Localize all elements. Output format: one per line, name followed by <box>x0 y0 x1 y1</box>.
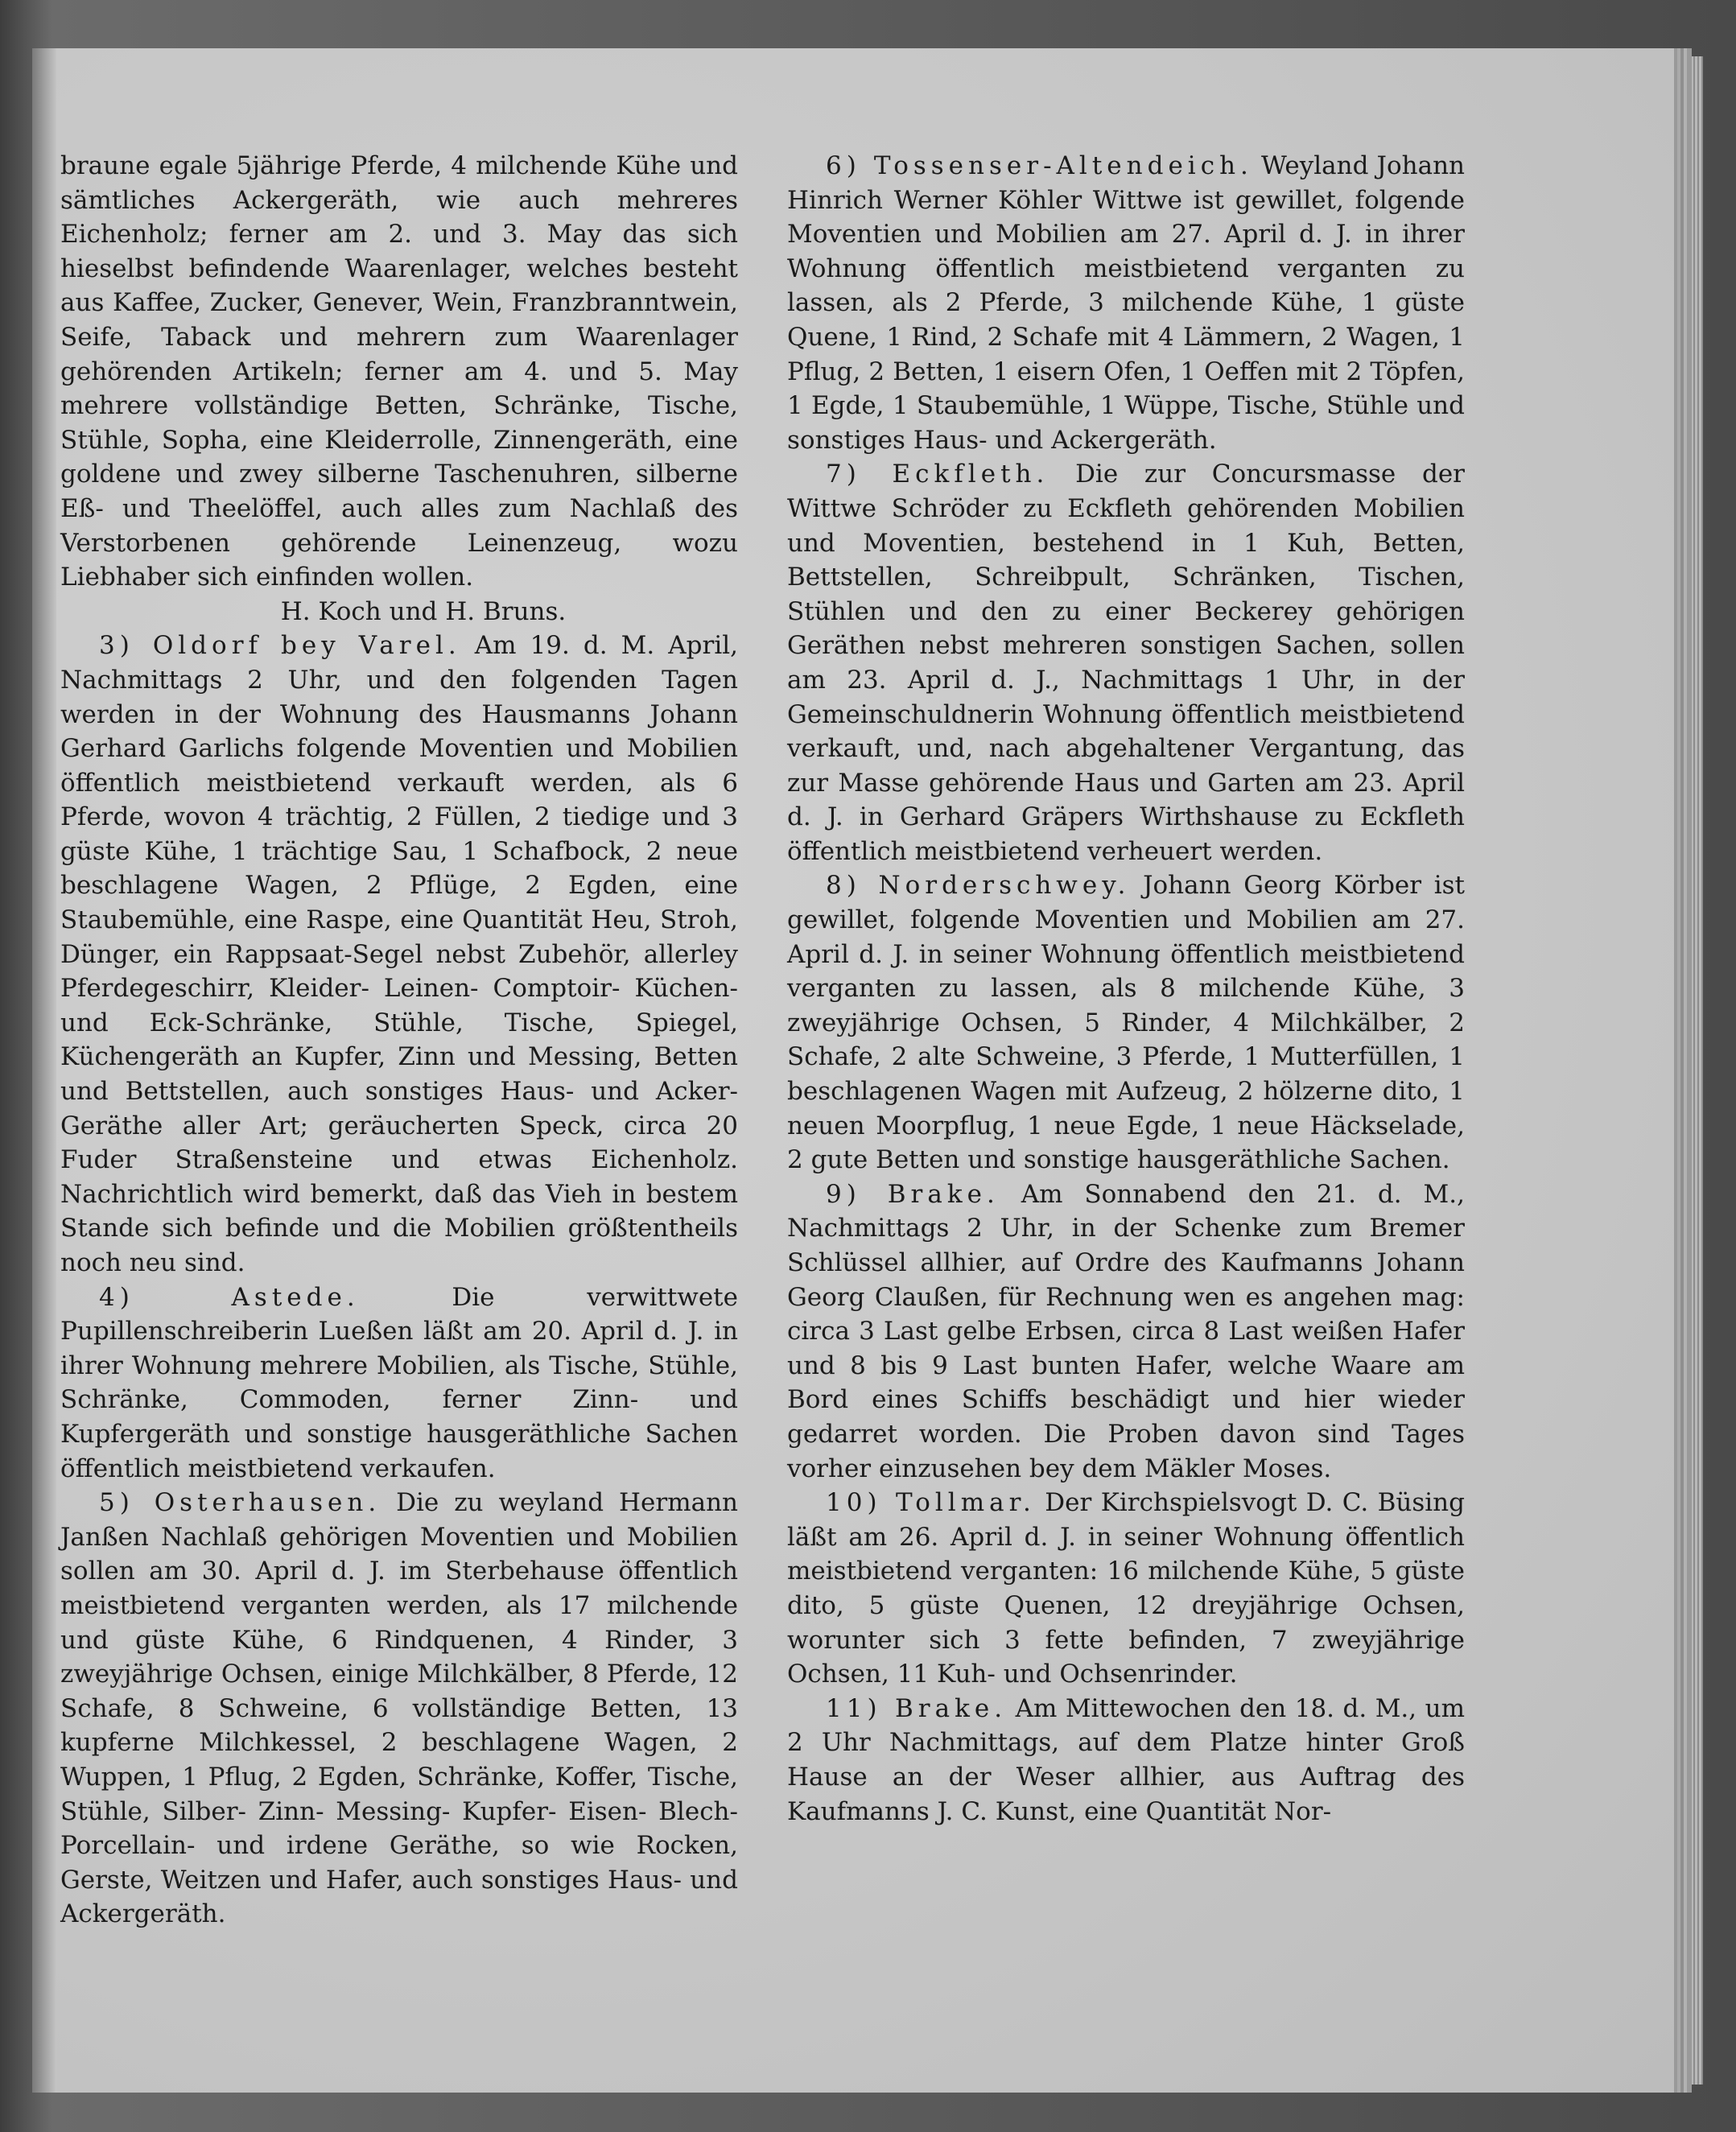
notice-6-text: Weyland Johann Hinrich Werner Köhler Wittwe ist gewillet, folgende Moventien und Mobilien am 27. April d. J. in ihrer Wohnung öffentlich meistbietend verganten zu lassen, als 2 Pferde, 3 milchende Kühe, 1 güste Quene, 1 Rind, 2 Schafe mit 4 Lämmern, 2 Wagen, 1 Pflug, 2 Betten, 1 eisern Ofen, 1 Oeffen mit 2 Töpfen, 1 Egde, 1 Staubemühle, 1 Wüppe, Tische, Stühle und sonstiges Haus- und Ackergeräth. <box>787 151 1466 455</box>
notice-5-text: Die zu weyland Hermann Janßen Nachlaß gehörigen Moventien und Mobilien sollen am 30. April d. J. im Sterbehause öffentlich meistbietend verganten werden, als 17 milchende und güste Kühe, 6 Rindquenen, 4 Rinder, 3 zweyjährige Ochsen, einige Milchkälber, 8 Pferde, 12 Schafe, 8 Schweine, 6 vollständige Betten, 13 kupferne Milchkessel, 2 beschlagene Wagen, 2 Wuppen, 1 Pflug, 2 Egden, Schränke, Koffer, Tische, Stühle, Silber- Zinn- Messing- Kupfer- Eisen- Blech- Porcellain- und irdene Geräthe, so wie Rocken, Gerste, Weitzen und Hafer, auch sonstiges Haus- und Ackergeräth. <box>60 1488 739 1929</box>
notice-5 <box>60 1486 738 1932</box>
book-gutter <box>32 48 56 2093</box>
notice-8 <box>787 868 1465 1177</box>
notice-8-text: Johann Georg Körber ist gewillet, folgende Moventien und Mobilien am 27. April d. J. in seiner Wohnung öffentlich meistbietend verganten zu lassen, als 8 milchende Kühe, 3 zweyjährige Ochsen, 5 Rinder, 4 Milchkälber, 2 Schafe, 2 alte Schweine, 3 Pferde, 1 Mutterfüllen, 1 beschlagenen Wagen mit Aufzeug, 2 hölzerne dito, 1 neuen Moorpflug, 1 neue Egde, 1 neue Häckselade, 2 gute Betten und sonstige hausgeräthliche Sachen. <box>787 871 1466 1175</box>
notice-10-text: Der Kirchspielsvogt D. C. Büsing läßt am 26. April d. J. in seiner Wohnung öffentlich meistbietend verganten: 16 milchende Kühe, 5 güste dito, 5 güste Quenen, 12 dreyjährige Ochsen, worunter sich 3 fette befinden, 7 zweyjährige Ochsen, 11 Kuh- und Ochsenrinder. <box>787 1488 1465 1689</box>
notice-4-text: Die verwittwete Pupillenschreiberin Lueßen läßt am 20. April d. J. in ihrer Wohnung mehrere Mobilien, als Tische, Stühle, Schränke, Commoden, ferner Zinn- und Kupfergeräth und sonstige hausgeräthliche Sachen öffentlich meistbietend verkaufen. <box>60 1282 738 1483</box>
notice-10-heading: 10) Tollmar. <box>826 1488 1036 1518</box>
notice-3-text: Am 19. d. M. April, Nachmittags 2 Uhr, und den folgenden Tagen werden in der Wohnung des Hausmanns Johann Gerhard Garlichs folgende Moventien und Mobilien öffentlich meistbietend verkauft werden, als 6 Pferde, wovon 4 trächtig, 2 Füllen, 2 tiedige und 3 güste Kühe, 1 trächtige Sau, 1 Schafbock, 2 neue beschlagene Wagen, 2 Pflüge, 2 Egden, eine Staubemühle, eine Raspe, eine Quantität Heu, Stroh, Dünger, ein Rappsaat-Segel nebst Zubehör, allerley Pferdegeschirr, Kleider- Leinen- Comptoir- Küchen- und Eck-Schränke, Stühle, Tische, Spiegel, Küchengeräth an Kupfer, Zinn und Messing, Betten und Bettstellen, auch sonstiges Haus- und Acker-Geräthe aller Art; geräucherten Speck, circa 20 Fuder Straßensteine und etwas Eichenholz. Nachrichtlich wird bemerkt, daß das Vieh in bestem Stande sich befinde und die Mobilien größtentheils noch neu sind. <box>60 631 738 1277</box>
notice-7 <box>787 457 1465 868</box>
notice-4-heading: 4) Astede. <box>99 1282 360 1312</box>
notice-10 <box>787 1486 1465 1692</box>
notice-8-heading: 8) Norderschwey. <box>826 871 1131 901</box>
notice-11-heading: 11) Brake. <box>826 1693 1008 1723</box>
notice-9-heading: 9) Brake. <box>826 1179 1000 1209</box>
notice-9-text: Am Sonnabend den 21. d. M., Nachmittags 2 Uhr, in der Schenke zum Bremer Schlüssel allhier, auf Ordre des Kaufmanns Johann Georg Claußen, für Rechnung wen es angehen mag: circa 3 Last gelbe Erbsen, circa 8 Last weißen Hafer und 8 bis 9 Last bunten Hafer, welche Waare am Bord eines Schiffs beschädigt und hier wieder gedarret worden. Die Proben davon sind Tages vorher einzusehen bey dem Mäkler Moses. <box>787 1179 1465 1483</box>
left-column <box>60 149 738 1932</box>
notice-5-heading: 5) Osterhausen. <box>99 1488 381 1518</box>
notice-6 <box>787 149 1465 457</box>
notice-3-heading: 3) Oldorf bey Varel. <box>99 631 461 661</box>
paragraph-continuation: braune egale 5jährige Pferde, 4 milchende Kühe und sämtliches Ackergeräth, wie auch mehreres Eichenholz; ferner am 2. und 3. May das sich hieselbst befindende Waarenlager, welches besteht aus Kaffee, Zucker, Genever, Wein, Franzbranntwein, Seife, Taback und mehrern zum Waarenlager gehörenden Artikeln; ferner am 4. und 5. May mehrere vollständige Betten, Schränke, Tische, Stühle, Sopha, eine Kleiderrolle, Zinnengeräth, eine goldene und zwey silberne Taschenuhren, silberne Eß- und Theelöffel, auch alles zum Nachlaß des Verstorbenen gehörende Leinenzeug, wozu Liebhaber sich einfinden wollen. <box>60 151 738 592</box>
notice-7-text: Die zur Concursmasse der Wittwe Schröder zu Eckfleth gehörenden Mobilien und Moventien, bestehend in 1 Kuh, Betten, Bettstellen, Schreibpult, Schränken, Tischen, Stühlen und den zu einer Beckerey gehörigen Geräthen nebst mehreren sonstigen Sachen, sollen am 23. April d. J., Nachmittags 1 Uhr, in der Gemeinschuldnerin Wohnung öffentlich meistbietend verkauft, und, nach abgehaltener Vergantung, das zur Masse gehörende Haus und Garten am 23. April d. J. in Gerhard Gräpers Wirthshause zu Eckfleth öffentlich meistbietend verheuert werden. <box>787 460 1465 866</box>
notice-11-text: Am Mittewochen den 18. d. M., um 2 Uhr Nachmittags, auf dem Platze hinter Groß Hause an der Weser allhier, aus Auftrag des Kaufmanns J. C. Kunst, eine Quantität Nor- <box>787 1693 1465 1826</box>
signature: H. Koch und H. Bruns. <box>280 596 567 626</box>
notice-4 <box>60 1280 738 1487</box>
notice-9 <box>787 1177 1465 1486</box>
notice-7-heading: 7) Eckfleth. <box>826 460 1049 489</box>
notice-3 <box>60 629 738 1280</box>
notice-6-heading: 6) Tossenser-Altendeich. <box>826 151 1253 180</box>
notice-11 <box>787 1692 1465 1829</box>
right-column <box>787 149 1465 1829</box>
